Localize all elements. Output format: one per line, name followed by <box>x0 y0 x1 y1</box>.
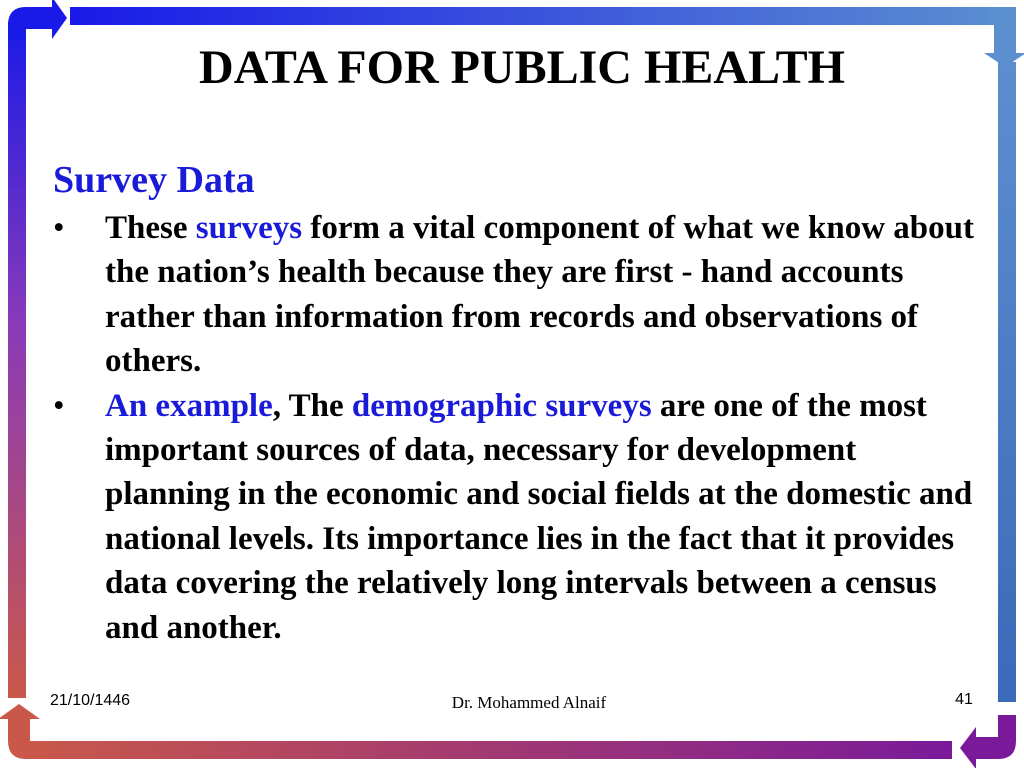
bullet-text-part: These <box>105 210 196 246</box>
bullet-dot-icon: • <box>53 210 65 246</box>
bullet-dot-icon: • <box>53 387 65 424</box>
bullet-text-part: , The <box>272 387 352 424</box>
page-number: 41 <box>955 691 973 708</box>
frame-bottom-bar <box>26 741 952 759</box>
bottom-right-arrow-icon <box>960 715 1016 768</box>
frame-left-bar <box>8 22 26 698</box>
highlighted-term: An example <box>105 387 273 424</box>
frame-top-bar <box>70 7 1016 25</box>
highlighted-term: demographic surveys <box>351 387 652 424</box>
slide-title: DATA FOR PUBLIC HEALTH <box>199 41 845 94</box>
highlighted-term: surveys <box>195 210 303 246</box>
footer-author: Dr. Mohammed Alnaif <box>451 693 607 712</box>
bullet-item <box>52 206 982 384</box>
bullet-list <box>52 206 982 650</box>
bullet-text-part: form a vital component of what we know about the nation’s health because they are first - hand accounts rather than information from records and observations of others. <box>105 210 975 380</box>
footer-date: 21/10/1446 <box>50 692 131 709</box>
bullet-text-part: are one of the most important sources of data, necessary for development planning in the economic and social fields at the domestic and national levels. Its importance lies in the fact that it provides data covering the relatively long intervals between a census and another. <box>105 387 973 646</box>
top-left-arrow-icon <box>8 0 67 40</box>
slide-subtitle: Survey Data <box>53 159 255 201</box>
bullet-item <box>52 384 982 650</box>
frame-right-bar <box>998 62 1016 702</box>
